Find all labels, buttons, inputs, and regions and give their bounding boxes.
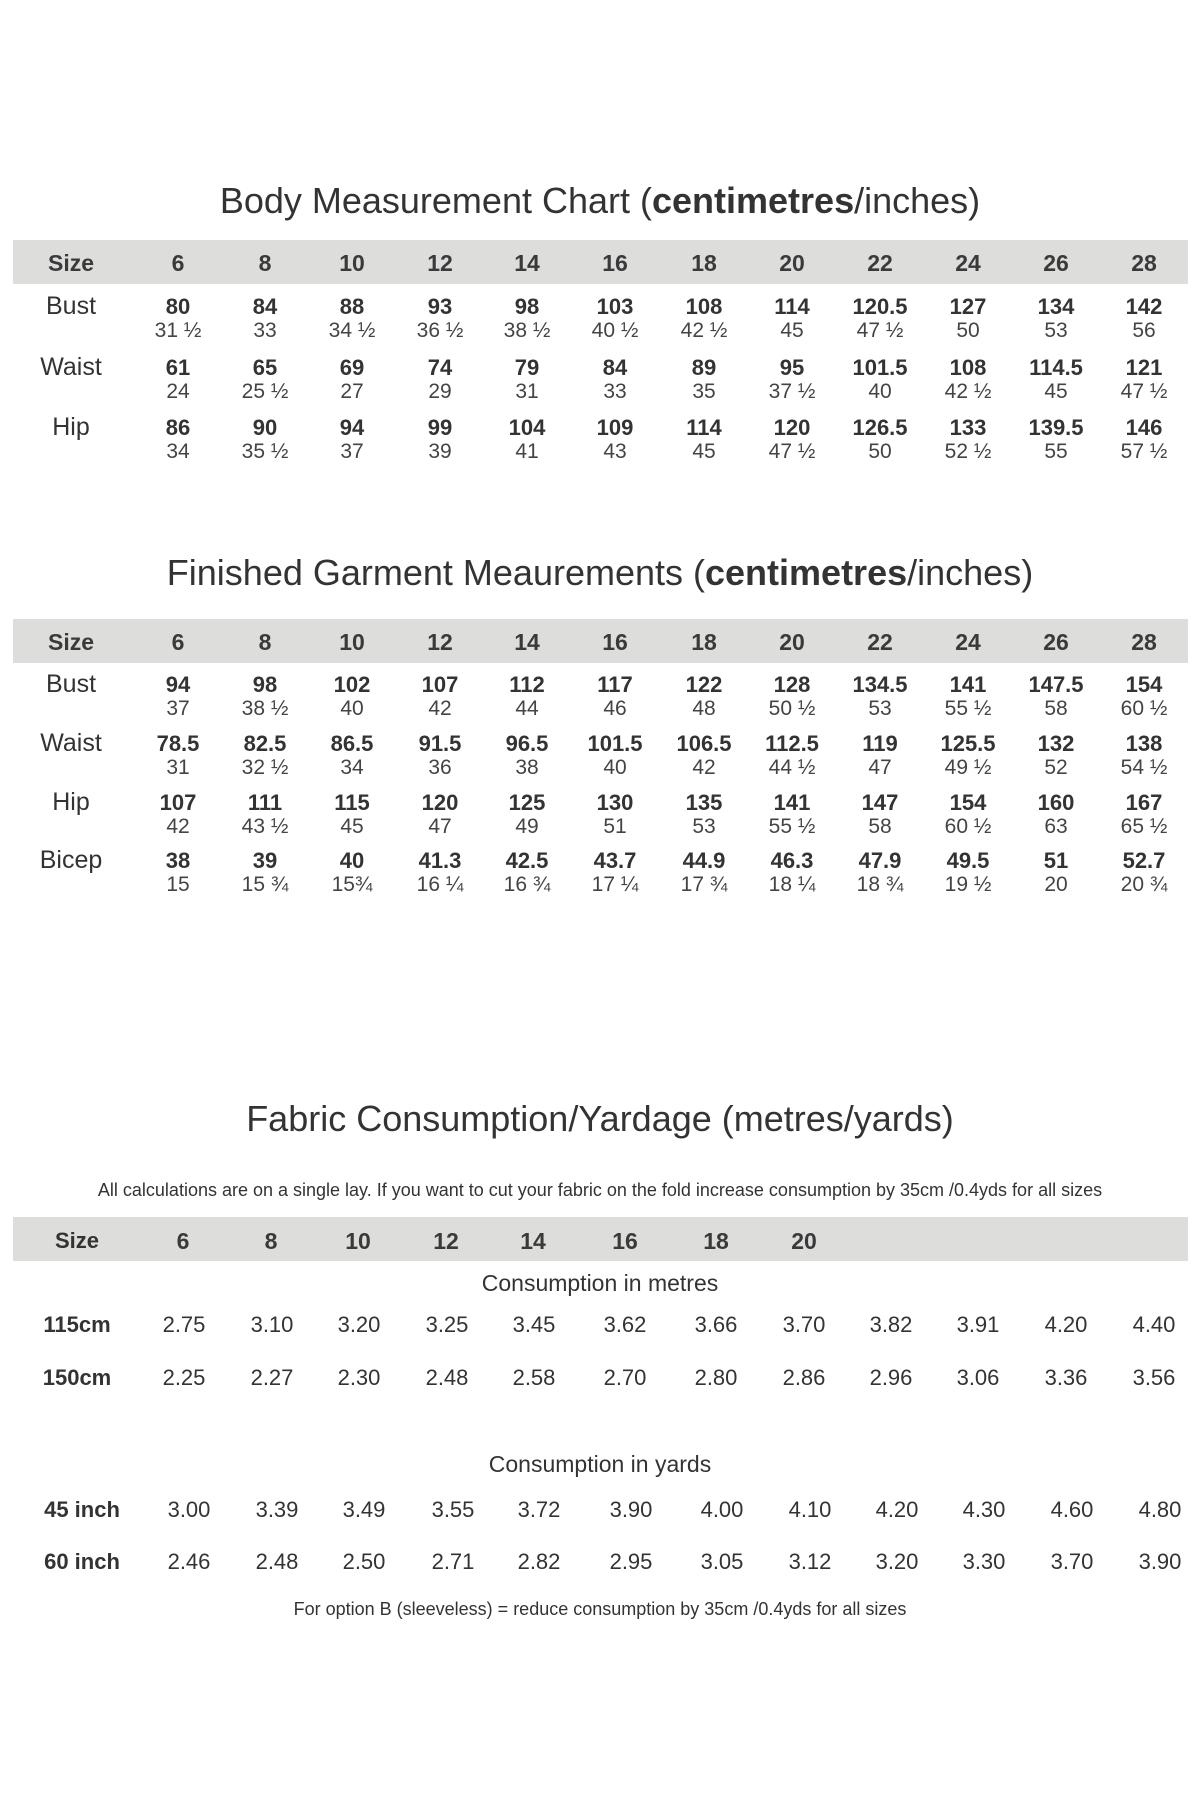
body_chart-cm-value: 61	[165, 355, 191, 380]
body_chart-inch-value: 50	[956, 319, 980, 342]
garment_chart-cm-value: 167	[1125, 790, 1163, 815]
yards-value: 4.80	[1138, 1497, 1182, 1522]
fabric-title: Fabric Consumption/Yardage (metres/yards)	[246, 1098, 954, 1139]
metres-value: 2.75	[162, 1312, 206, 1337]
body_chart-cm-value: 65	[252, 355, 278, 380]
garment_chart-inch-value: 58	[868, 815, 892, 838]
garment-chart-title-end: /inches)	[907, 552, 1034, 593]
garment_chart-cm-value: 91.5	[418, 731, 462, 756]
garment_chart-inch-value: 55 ½	[768, 815, 816, 838]
body_chart-size-header: 28	[1131, 250, 1157, 276]
body_chart-cm-value: 80	[165, 294, 191, 319]
garment_chart-cm-value: 141	[949, 672, 987, 697]
garment_chart-inch-value: 40	[603, 756, 627, 779]
garment_chart-cm-value: 101.5	[587, 731, 643, 756]
body_chart-size-header: 8	[258, 250, 272, 276]
body_chart-cm-value: 90	[252, 415, 278, 440]
garment_chart-inch-value: 17 ¾	[680, 873, 728, 896]
yards-row-label: 45 inch	[44, 1497, 120, 1522]
garment_chart-cm-value: 42.5	[505, 848, 549, 873]
body_chart-size-header: 6	[171, 250, 185, 276]
garment_chart-inch-value: 31	[166, 756, 190, 779]
body_chart-inch-value: 33	[603, 380, 627, 403]
garment-chart-title	[0, 552, 1200, 594]
yards-value: 3.70	[1050, 1549, 1094, 1574]
body_chart-size-header: 18	[691, 250, 717, 276]
garment_chart-inch-value: 42	[692, 756, 716, 779]
metres-value: 2.96	[869, 1365, 913, 1390]
body_chart-inch-value: 24	[166, 380, 190, 403]
garment_chart-cm-value: 106.5	[676, 731, 732, 756]
garment_chart-inch-value: 58	[1044, 697, 1068, 720]
garment_chart-row-label-hip: Hip	[52, 788, 90, 816]
body_chart-cm-value: 108	[949, 355, 987, 380]
garment_chart-inch-value: 15 ¾	[241, 873, 289, 896]
yards-value: 3.30	[962, 1549, 1006, 1574]
yards-value: 4.00	[700, 1497, 744, 1522]
body_chart-cm-value: 79	[514, 355, 540, 380]
garment_chart-inch-value: 36	[428, 756, 452, 779]
body_chart-cm-value: 94	[339, 415, 365, 440]
yards-value: 2.71	[431, 1549, 475, 1574]
body_chart-row-label-hip: Hip	[52, 413, 90, 441]
body_chart-cm-value: 104	[508, 415, 546, 440]
garment_chart-cm-value: 112	[509, 672, 545, 697]
body_chart-size-header: 16	[602, 250, 628, 276]
body_chart-inch-value: 42 ½	[944, 380, 992, 403]
garment_chart-cm-value: 141	[773, 790, 811, 815]
garment_chart-cm-value: 94	[165, 672, 191, 697]
garment_chart-inch-value: 52	[1044, 756, 1068, 779]
body_chart-inch-value: 45	[1044, 380, 1068, 403]
garment_chart-cm-value: 49.5	[946, 848, 990, 873]
fabric-size-header: 20	[791, 1228, 817, 1254]
yards-value: 3.90	[1138, 1549, 1182, 1574]
body_chart-inch-value: 47 ½	[1120, 380, 1168, 403]
garment_chart-cm-value: 44.9	[682, 848, 726, 873]
body_chart-cm-value: 146	[1125, 415, 1163, 440]
metres-value: 2.70	[603, 1365, 647, 1390]
fabric-footer: For option B (sleeveless) = reduce consumption by 35cm /0.4yds for all sizes	[293, 1599, 907, 1619]
garment_chart-cm-value: 96.5	[505, 731, 549, 756]
garment_chart-cm-value: 120	[421, 790, 459, 815]
metres-value: 2.30	[337, 1365, 381, 1390]
garment_chart-cm-value: 134.5	[852, 672, 908, 697]
body_chart-inch-value: 55	[1044, 440, 1068, 463]
garment_chart-inch-value: 45	[340, 815, 364, 838]
garment_chart-size-label: Size	[47, 629, 95, 655]
garment_chart-cm-value: 138	[1125, 731, 1163, 756]
metres-value: 3.56	[1132, 1365, 1176, 1390]
metres-value: 3.70	[782, 1312, 826, 1337]
body_chart-inch-value: 40 ½	[591, 319, 639, 342]
fabric-size-header: 10	[345, 1228, 371, 1254]
garment_chart-cm-value: 132	[1037, 731, 1075, 756]
metres-value: 4.20	[1044, 1312, 1088, 1337]
metres-value: 3.45	[512, 1312, 556, 1337]
garment_chart-size-header: 16	[602, 629, 628, 655]
garment_chart-inch-value: 47	[868, 756, 892, 779]
garment_chart-cm-value: 147	[861, 790, 899, 815]
garment_chart-inch-value: 38 ½	[241, 697, 289, 720]
garment_chart-inch-value: 65 ½	[1120, 815, 1168, 838]
garment_chart-inch-value: 60 ½	[944, 815, 992, 838]
garment_chart-inch-value: 38	[515, 756, 539, 779]
garment_chart-size-header: 24	[955, 629, 981, 655]
garment_chart-inch-value: 15	[166, 873, 190, 896]
garment_chart-cm-value: 154	[1125, 672, 1163, 697]
garment_chart-cm-value: 119	[862, 731, 898, 756]
garment-chart-title-start: Finished Garment Meaurements (	[166, 552, 706, 593]
body_chart-cm-value: 126.5	[852, 415, 908, 440]
body_chart-inch-value: 31 ½	[154, 319, 202, 342]
garment_chart-inch-value: 60 ½	[1120, 697, 1168, 720]
body_chart-cm-value: 69	[339, 355, 365, 380]
garment_chart-inch-value: 20	[1044, 873, 1068, 896]
body_chart-inch-value: 25 ½	[241, 380, 289, 403]
body_chart-cm-value: 98	[514, 294, 540, 319]
metres-value: 3.25	[425, 1312, 469, 1337]
body_chart-size-header: 12	[427, 250, 453, 276]
body_chart-size-label: Size	[47, 250, 95, 276]
body_chart-cm-value: 114.5	[1029, 355, 1083, 380]
garment_chart-cm-value: 86.5	[330, 731, 374, 756]
metres-row-label: 150cm	[42, 1365, 112, 1390]
body_chart-cm-value: 103	[596, 294, 634, 319]
garment_chart-cm-value: 46.3	[770, 848, 814, 873]
garment_chart-cm-value: 40	[339, 848, 365, 873]
body_chart-cm-value: 84	[252, 294, 278, 319]
body_chart-size-header: 20	[779, 250, 805, 276]
body_chart-inch-value: 37	[340, 440, 364, 463]
garment_chart-inch-value: 49	[515, 815, 539, 838]
metres-value: 3.06	[956, 1365, 1000, 1390]
garment_chart-inch-value: 54 ½	[1120, 756, 1168, 779]
body_chart-inch-value: 34 ½	[328, 319, 376, 342]
yards-value: 3.12	[788, 1549, 832, 1574]
garment_chart-inch-value: 53	[868, 697, 892, 720]
garment_chart-inch-value: 42	[166, 815, 190, 838]
body_chart-inch-value: 50	[868, 440, 892, 463]
metres-value: 3.66	[694, 1312, 738, 1337]
garment_chart-row-label-bust: Bust	[45, 670, 97, 698]
yards-value: 4.10	[788, 1497, 832, 1522]
garment-chart-title-bold: centimetres	[705, 552, 908, 593]
body_chart-inch-value: 39	[428, 440, 452, 463]
body_chart-row-label-waist: Waist	[40, 353, 102, 381]
body_chart-inch-value: 41	[515, 440, 539, 463]
garment_chart-inch-value: 17 ¼	[591, 873, 639, 896]
garment_chart-cm-value: 47.9	[858, 848, 902, 873]
yards-value: 3.39	[255, 1497, 299, 1522]
yards-value: 2.50	[342, 1549, 386, 1574]
garment_chart-cm-value: 98	[252, 672, 278, 697]
garment_chart-size-header: 12	[427, 629, 453, 655]
garment_chart-cm-value: 51	[1043, 848, 1069, 873]
body_chart-cm-value: 109	[596, 415, 634, 440]
body_chart-cm-value: 95	[779, 355, 805, 380]
yards-value: 3.00	[167, 1497, 211, 1522]
garment_chart-inch-value: 44 ½	[768, 756, 816, 779]
body_chart-inch-value: 31	[515, 380, 539, 403]
metres-value: 2.86	[782, 1365, 826, 1390]
garment_chart-cm-value: 115	[334, 790, 370, 815]
body_chart-size-header: 10	[339, 250, 365, 276]
fabric-size-header: 16	[612, 1228, 638, 1254]
garment_chart-inch-value: 42	[428, 697, 452, 720]
metres-value: 3.20	[337, 1312, 381, 1337]
body_chart-inch-value: 38 ½	[503, 319, 551, 342]
body_chart-cm-value: 133	[949, 415, 987, 440]
body_chart-inch-value: 53	[1044, 319, 1068, 342]
garment_chart-cm-value: 112.5	[765, 731, 819, 756]
garment_chart-inch-value: 48	[692, 697, 716, 720]
garment_chart-size-header: 18	[691, 629, 717, 655]
body_chart-cm-value: 88	[339, 294, 365, 319]
metres-value: 3.36	[1044, 1365, 1088, 1390]
body_chart-inch-value: 47 ½	[768, 440, 816, 463]
garment_chart-size-header: 14	[514, 629, 540, 655]
fabric-size-header: 18	[703, 1228, 729, 1254]
garment_chart-size-header: 6	[171, 629, 185, 655]
garment_chart-inch-value: 49 ½	[944, 756, 992, 779]
garment_chart-inch-value: 34	[340, 756, 364, 779]
body_chart-cm-value: 134	[1037, 294, 1075, 319]
garment_chart-size-header: 22	[867, 629, 893, 655]
garment_chart-cm-value: 125	[508, 790, 546, 815]
garment_chart-inch-value: 37	[166, 697, 190, 720]
body_chart-size-header: 24	[955, 250, 981, 276]
garment_chart-inch-value: 51	[603, 815, 627, 838]
yards-value: 2.48	[255, 1549, 299, 1574]
garment_chart-cm-value: 52.7	[1122, 848, 1166, 873]
garment_chart-cm-value: 147.5	[1028, 672, 1084, 697]
yards-heading: Consumption in yards	[488, 1451, 712, 1477]
body_chart-row-label-bust: Bust	[45, 292, 97, 320]
metres-value: 3.82	[869, 1312, 913, 1337]
body_chart-cm-value: 139.5	[1028, 415, 1084, 440]
garment_chart-inch-value: 46	[603, 697, 627, 720]
fabric-note: All calculations are on a single lay. If you want to cut your fabric on the fold increase consumption by 35cm /0.4yds for all sizes	[97, 1180, 1103, 1200]
garment_chart-cm-value: 125.5	[940, 731, 996, 756]
yards-value: 4.20	[875, 1497, 919, 1522]
yards-value: 3.20	[875, 1549, 919, 1574]
garment_chart-cm-value: 82.5	[243, 731, 287, 756]
fabric-size-label: Size	[54, 1228, 100, 1253]
yards-value: 3.55	[431, 1497, 475, 1522]
body-chart-title-bold: centimetres	[652, 180, 855, 221]
garment_chart-cm-value: 107	[421, 672, 459, 697]
garment_chart-row-label-bicep: Bicep	[39, 846, 103, 874]
garment_chart-size-header: 8	[258, 629, 272, 655]
body_chart-inch-value: 57 ½	[1120, 440, 1168, 463]
garment_chart-inch-value: 15¾	[331, 873, 373, 896]
yards-value: 4.30	[962, 1497, 1006, 1522]
metres-value: 2.27	[250, 1365, 294, 1390]
garment_chart-inch-value: 53	[692, 815, 716, 838]
body_chart-cm-value: 120	[773, 415, 811, 440]
body_chart-inch-value: 36 ½	[416, 319, 464, 342]
garment_chart-inch-value: 16 ¼	[416, 873, 464, 896]
metres-row-label: 115cm	[43, 1312, 111, 1337]
garment_chart-cm-value: 78.5	[156, 731, 200, 756]
garment_chart-inch-value: 19 ½	[944, 873, 992, 896]
body_chart-cm-value: 142	[1125, 294, 1163, 319]
metres-value: 3.91	[956, 1312, 1000, 1337]
fabric-size-header: 8	[264, 1228, 278, 1254]
garment_chart-inch-value: 18 ¼	[768, 873, 816, 896]
garment_chart-cm-value: 130	[596, 790, 634, 815]
garment_chart-cm-value: 160	[1037, 790, 1075, 815]
body_chart-inch-value: 45	[780, 319, 804, 342]
garment_chart-cm-value: 154	[949, 790, 987, 815]
body_chart-inch-value: 27	[340, 380, 364, 403]
fabric-size-header: 6	[176, 1228, 190, 1254]
yards-value: 2.95	[609, 1549, 653, 1574]
body_chart-cm-value: 114	[686, 415, 722, 440]
metres-heading: Consumption in metres	[481, 1270, 719, 1296]
body_chart-cm-value: 108	[685, 294, 723, 319]
garment_chart-cm-value: 102	[333, 672, 371, 697]
fabric-size-header: 14	[520, 1228, 546, 1254]
body_chart-size-header: 22	[867, 250, 893, 276]
body_chart-inch-value: 52 ½	[944, 440, 992, 463]
body_chart-cm-value: 120.5	[852, 294, 908, 319]
body_chart-inch-value: 37 ½	[768, 380, 816, 403]
yards-row-label: 60 inch	[44, 1549, 120, 1574]
yards-value: 2.82	[517, 1549, 561, 1574]
body_chart-inch-value: 43	[603, 440, 627, 463]
body_chart-inch-value: 45	[692, 440, 716, 463]
garment_chart-inch-value: 63	[1044, 815, 1068, 838]
body_chart-cm-value: 89	[691, 355, 717, 380]
body_chart-cm-value: 99	[427, 415, 453, 440]
body-chart-title	[0, 180, 1200, 222]
body_chart-inch-value: 47 ½	[856, 319, 904, 342]
metres-value: 3.62	[603, 1312, 647, 1337]
yards-value: 3.05	[700, 1549, 744, 1574]
garment_chart-size-header: 20	[779, 629, 805, 655]
metres-value: 2.58	[512, 1365, 556, 1390]
garment_chart-inch-value: 47	[428, 815, 452, 838]
yards-value: 3.49	[342, 1497, 386, 1522]
yards-value: 3.90	[609, 1497, 653, 1522]
garment_chart-cm-value: 128	[773, 672, 811, 697]
body_chart-inch-value: 33	[253, 319, 277, 342]
garment_chart-cm-value: 41.3	[418, 848, 462, 873]
body_chart-inch-value: 35	[692, 380, 716, 403]
body_chart-cm-value: 114	[774, 294, 810, 319]
body_chart-cm-value: 84	[602, 355, 628, 380]
body_chart-inch-value: 40	[868, 380, 892, 403]
garment_chart-size-header: 28	[1131, 629, 1157, 655]
body_chart-inch-value: 34	[166, 440, 190, 463]
garment_chart-size-header: 10	[339, 629, 365, 655]
garment_chart-inch-value: 40	[340, 697, 364, 720]
garment_chart-inch-value: 44	[515, 697, 539, 720]
body_chart-cm-value: 74	[427, 355, 453, 380]
garment_chart-inch-value: 50 ½	[768, 697, 816, 720]
fabric-size-header: 12	[433, 1228, 459, 1254]
garment_chart-inch-value: 16 ¾	[503, 873, 551, 896]
garment_chart-inch-value: 20 ¾	[1120, 873, 1168, 896]
body_chart-cm-value: 127	[949, 294, 987, 319]
metres-value: 3.10	[250, 1312, 294, 1337]
body_chart-inch-value: 35 ½	[241, 440, 289, 463]
body-chart-title-start: Body Measurement Chart (	[219, 180, 652, 221]
body_chart-inch-value: 56	[1132, 319, 1156, 342]
garment_chart-inch-value: 43 ½	[241, 815, 289, 838]
body_chart-cm-value: 121	[1125, 355, 1163, 380]
body_chart-size-header: 14	[514, 250, 540, 276]
metres-value: 2.48	[425, 1365, 469, 1390]
garment_chart-cm-value: 39	[252, 848, 278, 873]
garment_chart-inch-value: 32 ½	[241, 756, 289, 779]
metres-value: 2.25	[162, 1365, 206, 1390]
body_chart-inch-value: 29	[428, 380, 452, 403]
garment_chart-cm-value: 43.7	[593, 848, 637, 873]
garment_chart-cm-value: 117	[597, 672, 633, 697]
garment_chart-inch-value: 18 ¾	[856, 873, 904, 896]
metres-value: 2.80	[694, 1365, 738, 1390]
garment_chart-row-label-waist: Waist	[40, 729, 102, 757]
body_chart-cm-value: 86	[165, 415, 191, 440]
garment_chart-cm-value: 111	[247, 790, 283, 815]
metres-value: 4.40	[1132, 1312, 1176, 1337]
yards-value: 4.60	[1050, 1497, 1094, 1522]
body-chart-title-end: /inches)	[854, 180, 981, 221]
yards-value: 3.72	[517, 1497, 561, 1522]
body_chart-size-header: 26	[1043, 250, 1069, 276]
garment_chart-cm-value: 122	[685, 672, 723, 697]
body_chart-cm-value: 93	[427, 294, 453, 319]
garment_chart-cm-value: 38	[165, 848, 191, 873]
yards-value: 2.46	[167, 1549, 211, 1574]
garment_chart-inch-value: 55 ½	[944, 697, 992, 720]
body_chart-inch-value: 42 ½	[680, 319, 728, 342]
garment_chart-cm-value: 107	[159, 790, 197, 815]
body_chart-cm-value: 101.5	[852, 355, 908, 380]
garment_chart-cm-value: 135	[685, 790, 723, 815]
garment_chart-size-header: 26	[1043, 629, 1069, 655]
